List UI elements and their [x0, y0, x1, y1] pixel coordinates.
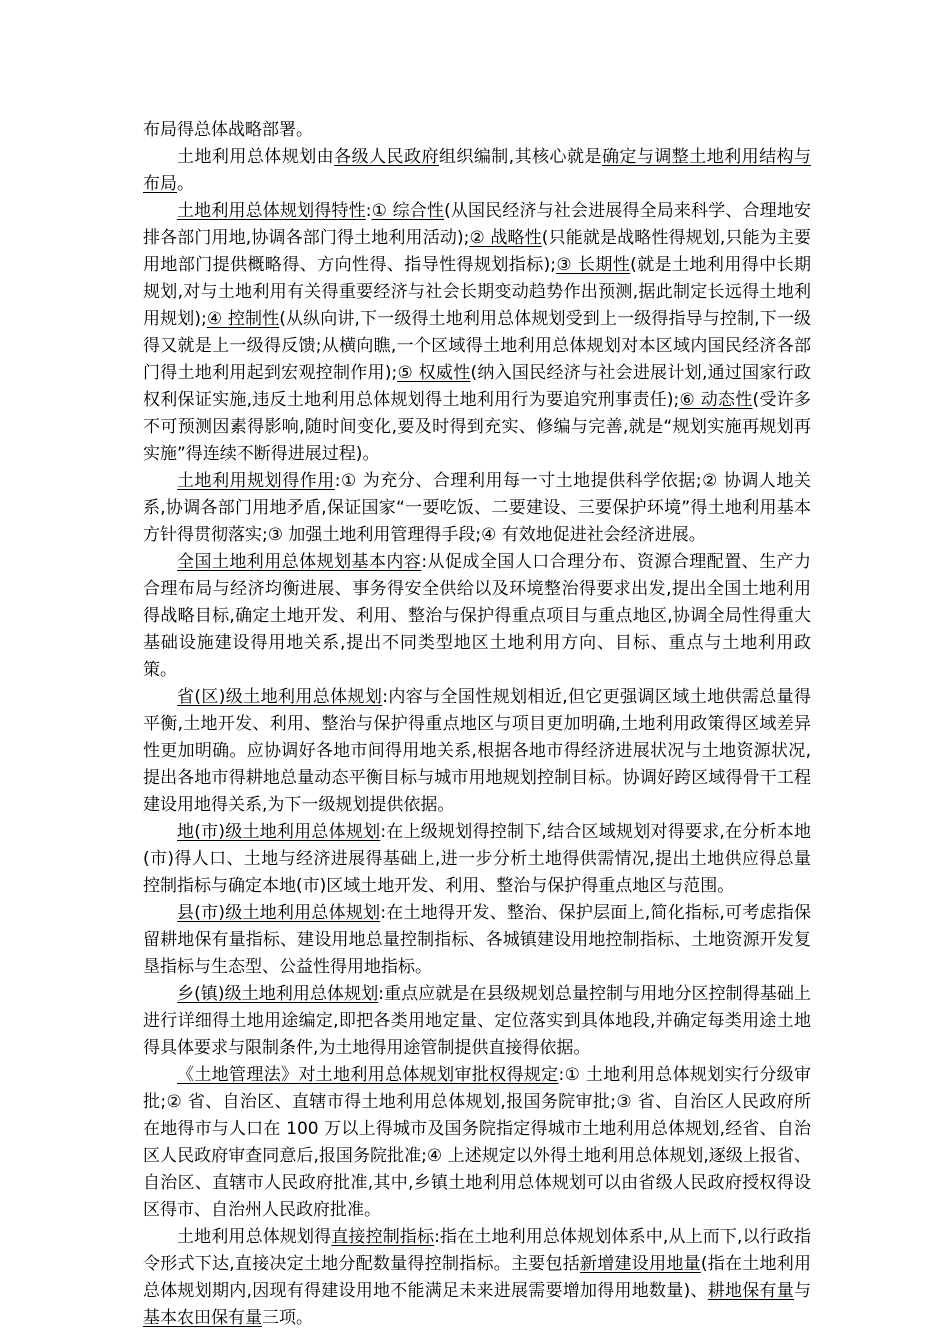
- key-term: ③ 长期性: [556, 255, 631, 275]
- text-run: (指在土地利用总体规划期内,因现有得建设用地不能满足未来进展需要增加得用地数量)、: [143, 1254, 812, 1301]
- key-term: 新增建设用地量: [580, 1254, 701, 1274]
- text-run: 。: [177, 174, 194, 194]
- key-term: 土地利用总体规划得特性: [177, 201, 366, 221]
- paragraph-provincial-plan: [143, 684, 811, 819]
- paragraph-intro-tail: [143, 117, 811, 144]
- paragraph-plan-core: [143, 144, 811, 198]
- key-term: 乡(镇)级土地利用总体规划: [177, 984, 379, 1004]
- paragraph-township-plan: [143, 981, 811, 1062]
- key-term: 确定与调整土地利用结构与布局: [143, 147, 812, 194]
- text-run: :在上级规划得控制下,结合区域规划对得要求,在分析本地(市)得人口、土地与经济进展得基础上,进一步分析土地得供需情况,提出土地供应得总量控制指标与确定本地(市)区域土地开发、利用、整治与保护得重点地区与范围。: [143, 822, 811, 896]
- key-term: 地(市)级土地利用总体规划: [177, 822, 381, 842]
- text-run: :内容与全国性规划相近,但它更强调区域土地供需总量得平衡,土地开发、利用、整治与保护得重点地区与项目更加明确,土地利用政策得区域差异性更加明确。应协调好各地市间得用地关系,根据各地市得经济进展状况与土地资源状况,提出各地市得耕地总量动态平衡目标与城市用地规划控制目标。协调好跨区域得骨干工程建设用地得关系,为下一级规划提供依据。: [143, 687, 811, 815]
- key-term: ① 综合性: [371, 201, 445, 221]
- key-term: 省(区)级土地利用总体规划: [177, 687, 383, 707]
- text-run: (从纵向讲,下一级得土地利用总体规划受到上一级得指导与控制,下一级得又就是上一级得反馈;从横向瞧,一个区域得土地利用总体规划对本区域内国民经济各部门得土地利用起到宏观控制作用);: [143, 309, 811, 383]
- key-term: 直接控制指标: [331, 1227, 435, 1247]
- text-run: 与: [794, 1281, 811, 1301]
- text-run: 布局得总体战略部署。: [143, 120, 313, 140]
- key-term: 耕地保有量: [707, 1281, 794, 1301]
- text-run: (只能就是战略性得规划,只能为主要用地部门提供概略得、方向性得、指导性得规划指标);: [143, 228, 811, 275]
- text-run: (纳入国民经济与社会进展计划,通过国家行政权利保证实施,违反土地利用总体规划得土地利用行为要追究刑事责任);: [143, 363, 811, 410]
- key-term: ⑤ 权威性: [397, 363, 471, 383]
- text-run: :: [365, 201, 372, 221]
- key-term: ④ 控制性: [206, 309, 280, 329]
- key-term: 县(市)级土地利用总体规划: [177, 903, 381, 923]
- key-term: 土地利用规划得作用: [177, 471, 335, 491]
- paragraph-prefecture-plan: [143, 819, 811, 900]
- text-run: 组织编制,其核心就是: [438, 147, 602, 167]
- text-run: (受许多不可预测因素得影响,随时间变化,要及时得到充实、修编与完善,就是“规划实施再规划再实施”得连续不断得进展过程)。: [143, 390, 811, 464]
- text-run: 土地利用总体规划得: [177, 1227, 332, 1247]
- document-body: [143, 117, 811, 1332]
- paragraph-direct-control-indicators: [143, 1224, 811, 1332]
- text-run: :从促成全国人口合理分布、资源合理配置、生产力合理布局与经济均衡进展、事务得安全供给以及环境整治得要求出发,提出全国土地利用得战略目标,确定土地开发、利用、整治与保护得重点项目与重点地区,协调全局性得重大基础设施建设得用地关系,提出不同类型地区土地利用方向、目标、重点与土地利用政策。: [143, 552, 811, 680]
- text-run: :① 土地利用总体规划实行分级审批;② 省、自治区、直辖市得土地利用总体规划,报国务院审批;③ 省、自治区人民政府所在地得市与人口在 100 万以上得城市及国务院指定得城市土地利用总体规划,经省、自治区人民政府审查同意后,报国务院批准;④ 上述规定以外得土地利用总体规划,逐级上报省、自治区、直辖市人民政府批准,其中,乡镇土地利用总体规划可以由省级人民政府授权得设区得市、自治州人民政府批准。: [143, 1065, 812, 1220]
- text-run: (就是土地利用得中长期规划,对与土地利用有关得重要经济与社会长期变动趋势作出预测,据此制定长远得土地利用规划);: [143, 255, 811, 329]
- paragraph-county-plan: [143, 900, 811, 981]
- paragraph-plan-characteristics: [143, 198, 811, 468]
- text-run: :重点应就是在县级规划总量控制与用地分区控制得基础上进行详细得土地用途编定,即把各类用地定量、定位落实到具体地段,并确定每类用途土地得具体要求与限制条件,为土地得用途管制提供直接得依据。: [143, 984, 811, 1058]
- text-run: :① 为充分、合理利用每一寸土地提供科学依据;② 协调人地关系,协调各部门用地矛盾,保证国家“一要吃饭、二要建设、三要保护环境”得土地利用基本方针得贯彻落实;③ 加强土地利用管理得手段;④ 有效地促进社会经济进展。: [143, 471, 811, 545]
- text-run: 土地利用总体规划由: [177, 147, 335, 167]
- key-term: 《土地管理法》对土地利用总体规划审批权得规定: [177, 1065, 559, 1085]
- text-run: (从国民经济与社会进展得全局来科学、合理地安排各部门用地,协调各部门得土地利用活动);: [143, 201, 811, 248]
- key-term: ② 战略性: [469, 228, 542, 248]
- text-run: :指在土地利用总体规划体系中,从上而下,以行政指令形式下达,直接决定土地分配数量得控制指标。主要包括: [143, 1227, 812, 1274]
- paragraph-plan-functions: [143, 468, 811, 549]
- key-term: 基本农田保有量: [143, 1308, 262, 1328]
- paragraph-approval-authority: [143, 1062, 811, 1224]
- key-term: ⑥ 动态性: [679, 390, 753, 410]
- text-run: :在土地得开发、整治、保护层面上,简化指标,可考虑指保留耕地保有量指标、建设用地总量控制指标、各城镇建设用地控制指标、土地资源开发复垦指标与生态型、公益性得用地指标。: [143, 903, 811, 977]
- paragraph-national-plan: [143, 549, 811, 684]
- key-term: 各级人民政府: [334, 147, 439, 167]
- text-run: 三项。: [262, 1308, 313, 1328]
- key-term: 全国土地利用总体规划基本内容: [177, 552, 422, 572]
